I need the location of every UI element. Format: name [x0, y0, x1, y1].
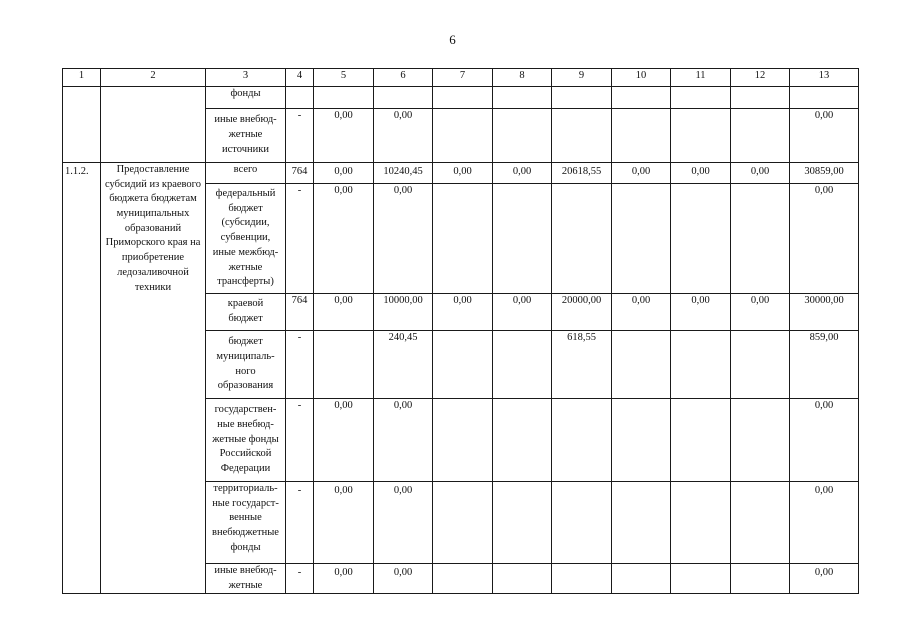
cell-col8 — [493, 564, 552, 594]
cell-col12: 0,00 — [731, 294, 790, 331]
header-cell: 9 — [552, 69, 612, 87]
item-name-cell: Предоставление субсидий из краевого бюджета бюджетам муниципальных образований Приморского края на приобретение ледозаливочной техники — [101, 163, 206, 594]
cell-col11 — [671, 564, 731, 594]
cell-col11 — [671, 482, 731, 564]
cell-col4: - — [286, 109, 314, 163]
cell-col12: 0,00 — [731, 163, 790, 184]
table-row — [63, 163, 859, 184]
cell-col13: 0,00 — [790, 184, 859, 294]
cell-col9: 20000,00 — [552, 294, 612, 331]
cell-col8 — [493, 87, 552, 109]
header-cell: 8 — [493, 69, 552, 87]
cell-col5: 0,00 — [314, 163, 374, 184]
row-number-cell: 1.1.2. — [63, 163, 101, 594]
cell-col9 — [552, 399, 612, 482]
cell-col7 — [433, 564, 493, 594]
cell-col6: 0,00 — [374, 482, 433, 564]
cell-col7 — [433, 109, 493, 163]
cell-col8 — [493, 331, 552, 399]
cell-col7 — [433, 87, 493, 109]
cell-col4: - — [286, 184, 314, 294]
cell-col10 — [612, 109, 671, 163]
cell-col12 — [731, 331, 790, 399]
header-cell: 6 — [374, 69, 433, 87]
row-number-cell — [63, 87, 101, 163]
cell-col9 — [552, 184, 612, 294]
cell-col7 — [433, 399, 493, 482]
source-label: государствен- ные внебюд- жетные фонды Российской Федерации — [206, 399, 286, 482]
header-cell: 10 — [612, 69, 671, 87]
cell-col6 — [374, 87, 433, 109]
cell-col10: 0,00 — [612, 294, 671, 331]
source-label: иные внебюд- жетные — [206, 564, 286, 594]
header-cell: 3 — [206, 69, 286, 87]
cell-col4: 764 — [286, 163, 314, 184]
cell-col12 — [731, 564, 790, 594]
cell-col10 — [612, 87, 671, 109]
cell-col13 — [790, 87, 859, 109]
cell-col13: 859,00 — [790, 331, 859, 399]
cell-col13: 30859,00 — [790, 163, 859, 184]
cell-col6: 240,45 — [374, 331, 433, 399]
cell-col11 — [671, 109, 731, 163]
cell-col12 — [731, 399, 790, 482]
cell-col11 — [671, 184, 731, 294]
cell-col13: 30000,00 — [790, 294, 859, 331]
cell-col10: 0,00 — [612, 163, 671, 184]
cell-col6: 10000,00 — [374, 294, 433, 331]
cell-col13: 0,00 — [790, 564, 859, 594]
cell-col9 — [552, 482, 612, 564]
cell-col7 — [433, 482, 493, 564]
cell-col10 — [612, 399, 671, 482]
page-number: 6 — [449, 32, 456, 47]
table-row — [63, 87, 859, 109]
cell-col8 — [493, 184, 552, 294]
cell-col8: 0,00 — [493, 163, 552, 184]
cell-col8: 0,00 — [493, 294, 552, 331]
cell-col9 — [552, 109, 612, 163]
cell-col9 — [552, 564, 612, 594]
cell-col11 — [671, 399, 731, 482]
cell-col9: 20618,55 — [552, 163, 612, 184]
cell-col7: 0,00 — [433, 294, 493, 331]
cell-col11: 0,00 — [671, 294, 731, 331]
cell-col11: 0,00 — [671, 163, 731, 184]
header-cell: 12 — [731, 69, 790, 87]
cell-col12 — [731, 482, 790, 564]
cell-col6: 0,00 — [374, 399, 433, 482]
source-label: федеральный бюджет (субсидии, субвенции, иные межбюд- жетные трансферты) — [206, 184, 286, 294]
header-cell: 1 — [63, 69, 101, 87]
cell-col4: - — [286, 564, 314, 594]
cell-col4: 764 — [286, 294, 314, 331]
cell-col10 — [612, 482, 671, 564]
cell-col10 — [612, 331, 671, 399]
cell-col5: 0,00 — [314, 184, 374, 294]
cell-col9 — [552, 87, 612, 109]
cell-col6: 10240,45 — [374, 163, 433, 184]
cell-col4: - — [286, 399, 314, 482]
cell-col12 — [731, 87, 790, 109]
cell-col5: 0,00 — [314, 294, 374, 331]
source-label: иные внебюд- жетные источники — [206, 109, 286, 163]
source-label: краевой бюджет — [206, 294, 286, 331]
cell-col9: 618,55 — [552, 331, 612, 399]
cell-col10 — [612, 564, 671, 594]
cell-col8 — [493, 399, 552, 482]
source-label: бюджет муниципаль- ного образования — [206, 331, 286, 399]
header-cell: 7 — [433, 69, 493, 87]
cell-col6: 0,00 — [374, 184, 433, 294]
cell-col4: - — [286, 482, 314, 564]
item-name-cell — [101, 87, 206, 163]
cell-col12 — [731, 109, 790, 163]
cell-col13: 0,00 — [790, 109, 859, 163]
header-row — [63, 69, 859, 87]
header-cell: 4 — [286, 69, 314, 87]
header-cell: 13 — [790, 69, 859, 87]
cell-col5: 0,00 — [314, 399, 374, 482]
cell-col10 — [612, 184, 671, 294]
cell-col6: 0,00 — [374, 109, 433, 163]
cell-col13: 0,00 — [790, 482, 859, 564]
cell-col11 — [671, 331, 731, 399]
cell-col7 — [433, 331, 493, 399]
budget-table — [62, 68, 859, 594]
cell-col4 — [286, 87, 314, 109]
cell-col5: 0,00 — [314, 564, 374, 594]
source-label: всего — [206, 163, 286, 184]
cell-col7 — [433, 184, 493, 294]
cell-col5: 0,00 — [314, 109, 374, 163]
cell-col5 — [314, 87, 374, 109]
source-label: фонды — [206, 87, 286, 109]
header-cell: 5 — [314, 69, 374, 87]
cell-col12 — [731, 184, 790, 294]
header-cell: 11 — [671, 69, 731, 87]
cell-col6: 0,00 — [374, 564, 433, 594]
cell-col8 — [493, 109, 552, 163]
header-cell: 2 — [101, 69, 206, 87]
cell-col8 — [493, 482, 552, 564]
cell-col7: 0,00 — [433, 163, 493, 184]
cell-col5: 0,00 — [314, 482, 374, 564]
cell-col4: - — [286, 331, 314, 399]
cell-col11 — [671, 87, 731, 109]
source-label: территориаль- ные государст- венные внебюджетные фонды — [206, 482, 286, 564]
cell-col5 — [314, 331, 374, 399]
cell-col13: 0,00 — [790, 399, 859, 482]
